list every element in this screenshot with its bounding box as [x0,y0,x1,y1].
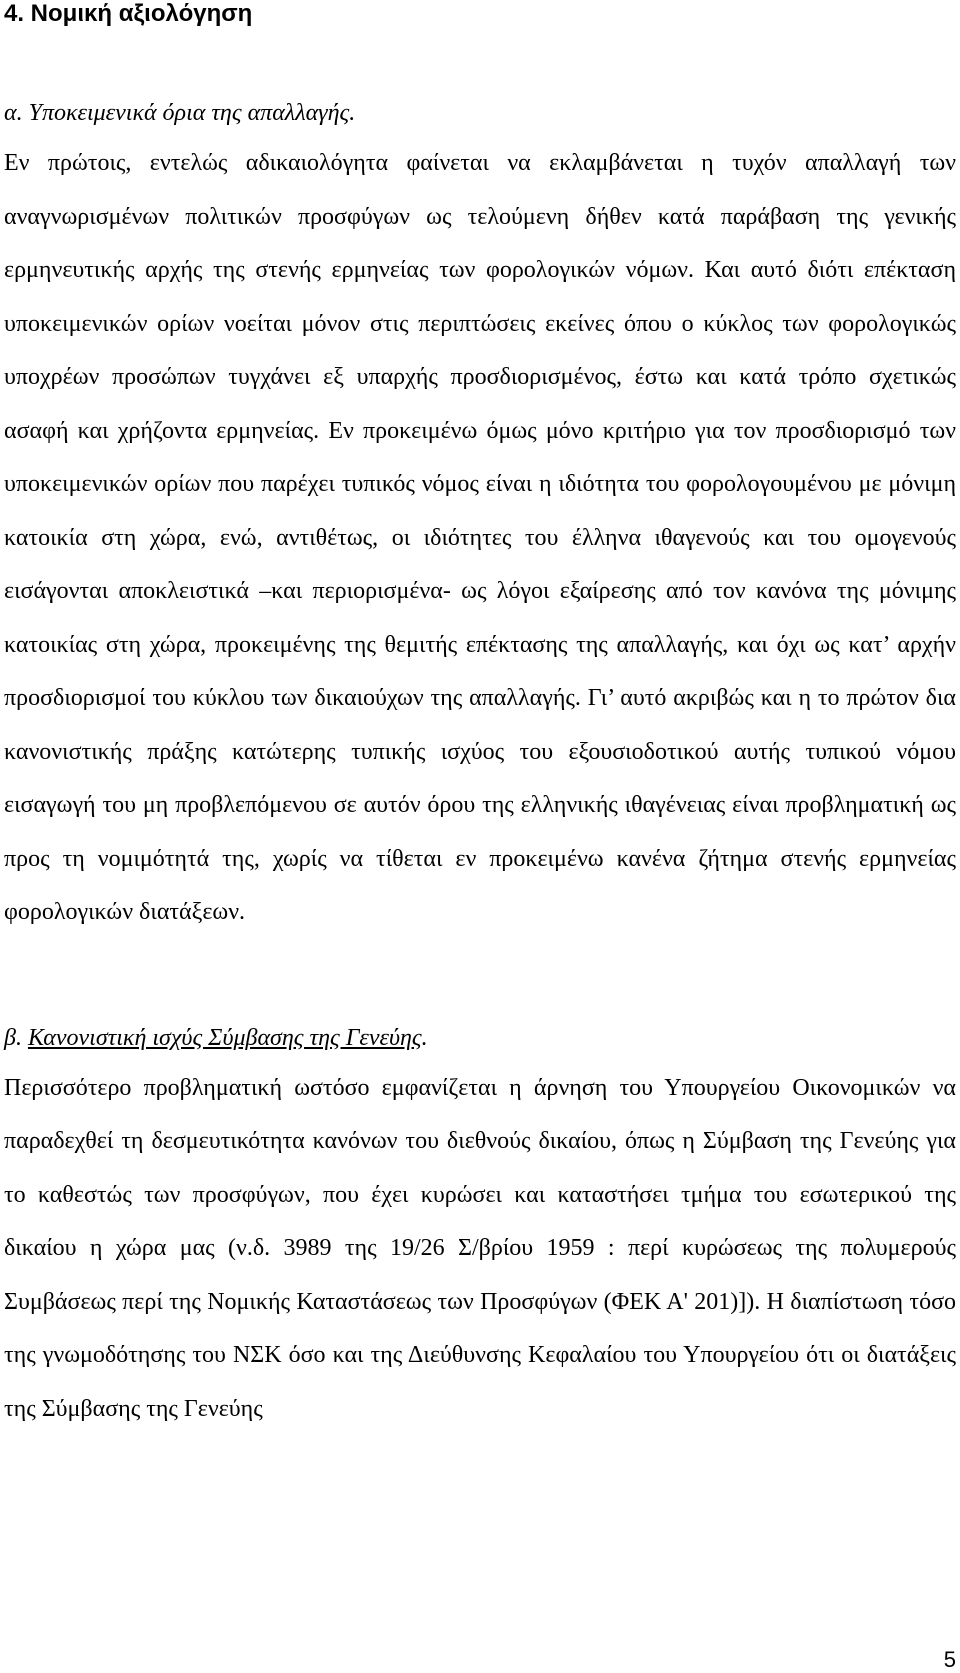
subsection-a-paragraph: Εν πρώτοις, εντελώς αδικαιολόγητα φαίνεται να εκλαμβάνεται η τυχόν απαλλαγή των αναγνωρισμένων πολιτικών προσφύγων ως τελούμενη δήθεν κατά παράβαση της γενικής ερμηνευτικής αρχής της στενής ερμηνείας των φορολογικών νόμων. Και αυτό διότι επέκταση υποκειμενικών ορίων νοείται μόνον στις περιπτώσεις εκείνες όπου ο κύκλος των φορολογικώς υποχρέων προσώπων τυγχάνει εξ υπαρχής προσδιορισμένος, έστω και κατά τρόπο σχετικώς ασαφή και χρήζοντα ερμηνείας. Εν προκειμένω όμως μόνο κριτήριο για τον προσδιορισμό των υποκειμενικών ορίων που παρέχει τυπικός νόμος είναι η ιδιότητα του φορολογουμένου με μόνιμη κατοικία στη χώρα, ενώ, αντιθέτως, οι ιδιότητες του έλληνα ιθαγενούς και του ομογενούς εισάγονται αποκλειστικά –και περιορισμένα- ως λόγοι εξαίρεσης από τον κανόνα της μόνιμης κατοικίας στη χώρα, προκειμένης της θεμιτής επέκτασης της απαλλαγής, και όχι ως κατ’ αρχήν προσδιορισμοί του κύκλου των δικαιούχων της απαλλαγής. Γι’ αυτό ακριβώς και η το πρώτον δια κανονιστικής πράξης κατώτερης τυπικής ισχύος του εξουσιοδοτικού αυτής τυπικού νόμου εισαγωγή του μη προβλεπόμενου σε αυτόν όρου της ελληνικής ιθαγένειας είναι προβληματική ως προς τη νομιμότητά της, χωρίς να τίθεται εν προκειμένω κανένα ζήτημα στενής ερμηνείας φορολογικών διατάξεων. [4,150,956,925]
page-content [4,0,956,1436]
subsection-b-title-suffix: . [421,1024,428,1051]
page-number: 5 [943,1647,956,1672]
subsection-b-paragraph: Περισσότερο προβληματική ωστόσο εμφανίζεται η άρνηση του Υπουργείου Οικονομικών να παραδεχθεί τη δεσμευτικότητα κανόνων του διεθνούς δικαίου, όπως η Σύμβαση της Γενεύης για το καθεστώς των προσφύγων, που έχει κυρώσει και καταστήσει τμήμα του εσωτερικού της δικαίου η χώρα μας (ν.δ. 3989 της 19/26 Σ/βρίου 1959 : περί κυρώσεως της πολυμερούς Συμβάσεως περί της Νομικής Καταστάσεως των Προσφύγων (ΦΕΚ Α' 201)]). Η διαπίστωση τόσο της γνωμοδότησης του ΝΣΚ όσο και της Διεύθυνσης Κεφαλαίου του Υπουργείου ότι οι διατάξεις της Σύμβασης της Γενεύης [4,1074,956,1422]
subsection-b-title-underlined: Κανονιστική ισχύς Σύμβασης της Γενεύης [27,1024,422,1051]
subsection-b-title-prefix: β. [4,1024,28,1051]
section-heading: 4. Νομική αξιολόγηση [4,0,253,27]
subsection-a-title: α. Υποκειμενικά όρια της απαλλαγής. [4,100,356,126]
subsection-b-title [4,1024,956,1052]
